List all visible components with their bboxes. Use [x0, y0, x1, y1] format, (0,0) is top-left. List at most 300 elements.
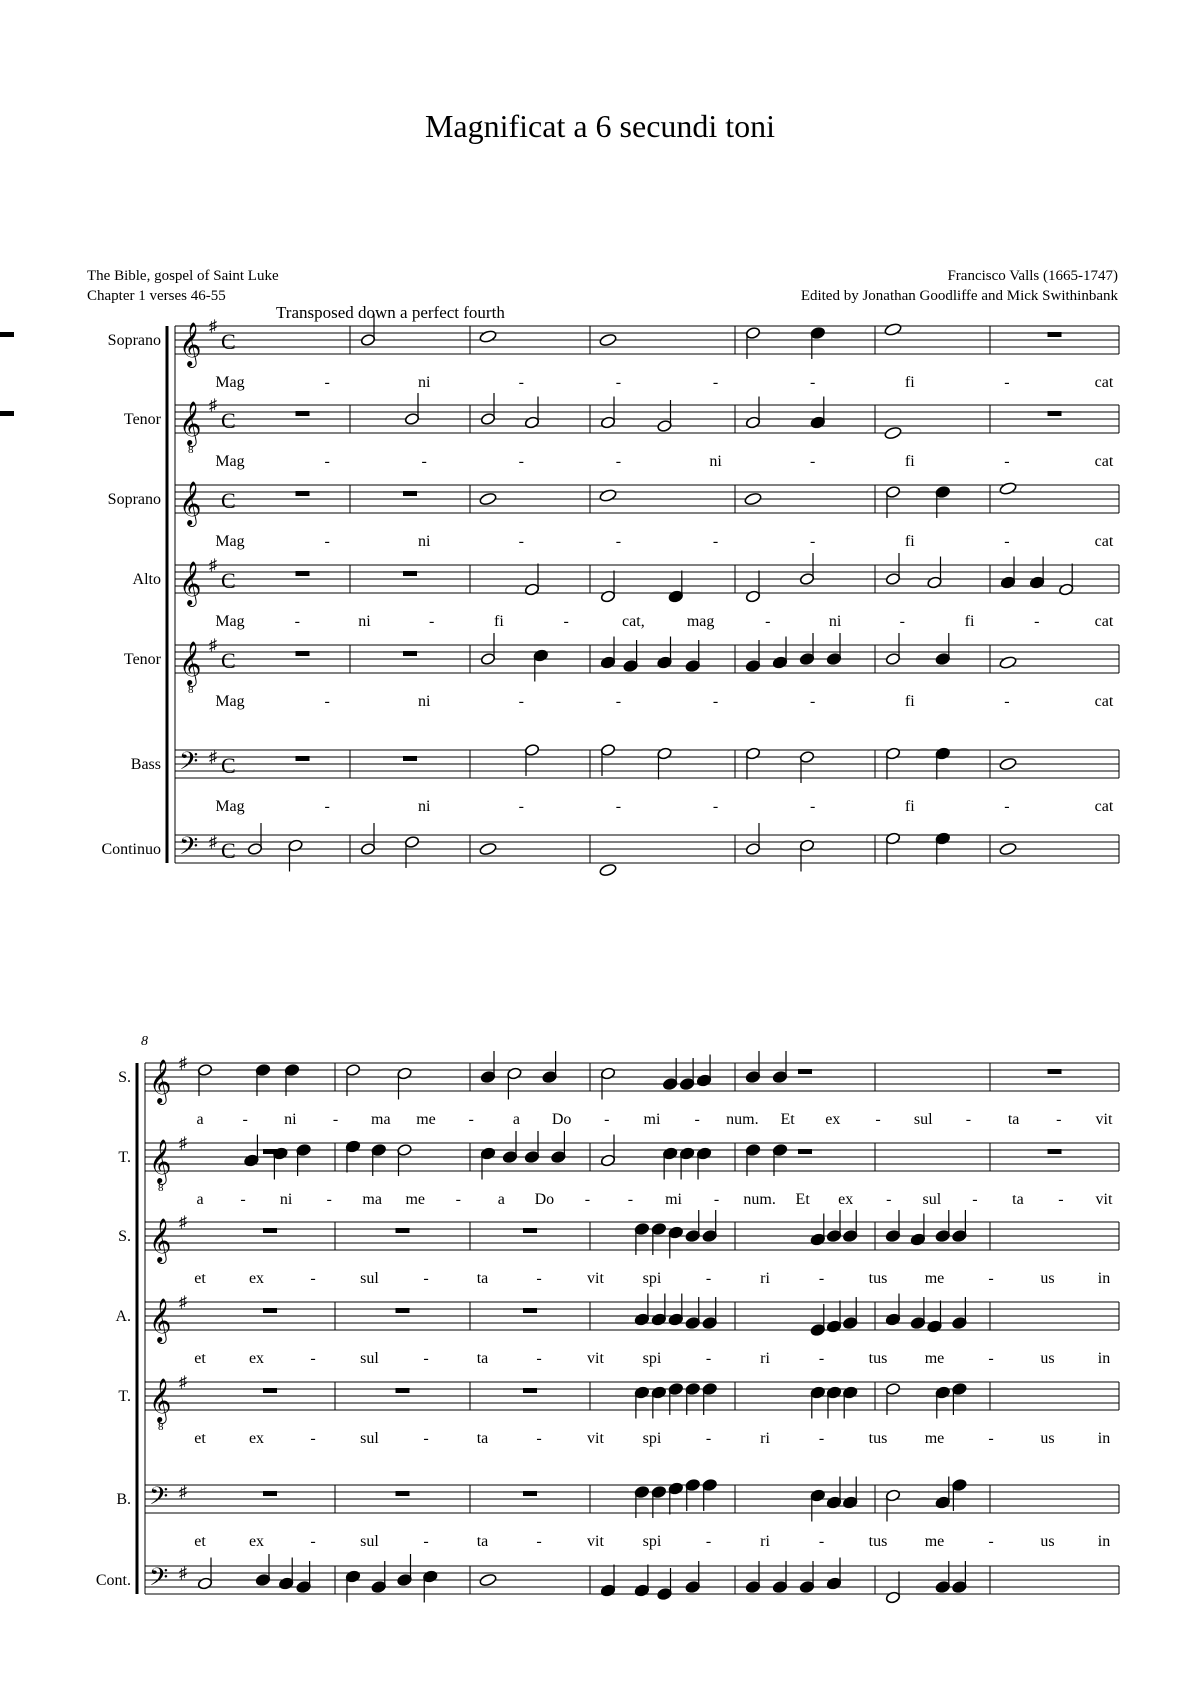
system-2-staff-4-lyric: -	[310, 1350, 316, 1367]
system-1-staff-5-notehead	[685, 659, 700, 672]
system-2-staff-6-notehead	[810, 1489, 825, 1502]
system-1-staff-4-notehead	[600, 590, 615, 603]
system-1-staff-2-lyric: Mag	[215, 453, 245, 470]
system-2-staff-4-lyric: in	[1097, 1350, 1111, 1367]
system-1-staff-4-lyric: -	[563, 613, 569, 630]
system-1-staff-5-lyric: -	[1004, 693, 1010, 710]
system-1-staff-1-lyric: -	[324, 374, 330, 391]
system-2-staff-6-notehead	[651, 1485, 666, 1498]
system-1-staff-4-lyric: Mag	[215, 613, 245, 630]
system-2-staff-2-notehead	[345, 1140, 360, 1153]
system-1-staff-4-notehead	[745, 590, 760, 603]
system-2-staff-3-lyric: et	[194, 1270, 206, 1287]
system-2-staff-7-notehead	[634, 1584, 649, 1597]
system-2-staff-5-lyric: in	[1097, 1430, 1111, 1447]
system-2-staff-5-octave-mark: 8	[158, 1421, 164, 1433]
system-2-staff-3-notehead	[826, 1229, 841, 1242]
system-2-staff-6-lyric: -	[705, 1533, 712, 1550]
system-2-staff-6-lyric: in	[1097, 1533, 1111, 1550]
system-2-staff-7-notehead	[772, 1580, 787, 1593]
system-2-staff-2-notehead	[397, 1143, 412, 1156]
system-1-staff-2-notehead	[745, 416, 760, 429]
system-1-staff-5-notehead	[600, 656, 615, 669]
system-1-staff-1-lyric: cat	[1094, 374, 1114, 391]
system-1-staff-3-notehead	[935, 485, 950, 498]
system-1-staff-7-notehead	[799, 839, 814, 852]
system-2-staff-5-lyric: -	[705, 1430, 712, 1447]
system-1-staff-3-lyric: cat	[1094, 533, 1114, 550]
system-1-staff-1-treble-clef-icon: 𝄞	[179, 324, 202, 366]
system-2-staff-2-notehead	[745, 1143, 760, 1156]
system-2-staff-7-key-sharp-icon: ♯	[179, 1565, 187, 1582]
system-2-staff-7-notehead	[197, 1577, 212, 1590]
system-2-staff-2-notehead	[502, 1150, 517, 1163]
system-2-staff-7-notehead	[371, 1580, 386, 1593]
system-2-staff-6-rest	[523, 1491, 537, 1496]
system-1-staff-2-lyric: -	[1004, 453, 1010, 470]
system-2-staff-5-lyric: -	[988, 1430, 994, 1447]
system-2-staff-5-notehead	[685, 1382, 700, 1395]
system-1-staff-3-rest	[296, 491, 310, 496]
system-2-staff-1-notehead	[772, 1070, 787, 1083]
system-1-staff-6-notehead	[524, 743, 539, 756]
system-1-staff-5-lyric: fi	[904, 693, 915, 710]
system-2-staff-1-lyric: me	[416, 1111, 436, 1128]
system-2-staff-1-notehead	[745, 1070, 760, 1083]
system-2-staff-5-notehead	[668, 1382, 683, 1395]
system-1-staff-5-notehead	[657, 656, 672, 669]
system-1-staff-3-notehead	[999, 481, 1017, 495]
composer-line-1: Francisco Valls (1665-1747)	[947, 268, 1118, 284]
system-2-staff-2-notehead	[551, 1150, 566, 1163]
system-2-staff-7-notehead	[279, 1577, 294, 1590]
system-2-staff-6-lyric: et	[194, 1533, 206, 1550]
system-2-staff-4-notehead	[843, 1316, 858, 1329]
system-2-staff-7-notehead	[296, 1580, 311, 1593]
system-1-staff-2-notehead	[404, 412, 419, 425]
system-1-staff-5-notehead	[935, 652, 950, 665]
system-2-staff-2-lyric: Et	[795, 1191, 810, 1208]
system-2-staff-6-rest	[396, 1491, 410, 1496]
system-2-staff-1-notehead	[397, 1067, 412, 1080]
performance-note: Transposed down a perfect fourth	[276, 303, 505, 322]
system-2-staff-4-notehead	[651, 1313, 666, 1326]
system-2-staff-4-notehead	[927, 1320, 942, 1333]
system-1-staff-3-lyric: -	[518, 533, 524, 550]
system-2-staff-5-lyric: us	[1040, 1430, 1055, 1447]
system-2-staff-2-lyric: -	[972, 1191, 978, 1208]
system-1-staff-3-lyric: -	[810, 533, 816, 550]
system-2-staff-6-lyric: vit	[587, 1533, 604, 1550]
system-2-staff-4-notehead	[826, 1320, 841, 1333]
system-2-staff-7-notehead	[935, 1580, 950, 1593]
system-2-staff-1-lyric: num.	[726, 1111, 759, 1128]
system-2-staff-3-notehead	[702, 1229, 717, 1242]
system-1-staff-3-label: Soprano	[107, 491, 161, 508]
system-1-staff-1-rest	[1048, 332, 1062, 337]
system-1-staff-6-label: Bass	[130, 756, 161, 773]
system-2-staff-3-notehead	[651, 1222, 666, 1235]
system-1-staff-5-notehead	[999, 655, 1017, 669]
system-2-staff-4-rest	[263, 1308, 277, 1313]
system-1-staff-5-lyric: ni	[417, 693, 431, 710]
system-1-staff-2-lyric: -	[421, 453, 427, 470]
system-1-staff-3-notehead	[885, 485, 900, 498]
system-2-staff-1-rest	[798, 1069, 812, 1074]
system-2-staff-4-notehead	[952, 1316, 967, 1329]
system-1-staff-2-treble-clef-icon: 𝄞	[179, 403, 202, 445]
system-2-staff-7-notehead	[255, 1573, 270, 1586]
system-1-staff-4-lyric: fi	[494, 613, 504, 630]
system-2-staff-3-notehead	[810, 1233, 825, 1246]
system-1-staff-7-notehead	[935, 832, 950, 845]
system-1-staff-2-notehead	[524, 416, 539, 429]
system-1-staff-4-lyric: ni	[828, 613, 842, 630]
system-1-staff-7-time-signature: C	[221, 838, 236, 863]
system-1-staff-5-notehead	[623, 659, 638, 672]
system-2-staff-4-notehead	[702, 1316, 717, 1329]
system-2-staff-7-notehead	[479, 1573, 497, 1587]
system-1-staff-4-notehead	[524, 583, 539, 596]
system-2-staff-4-label: A.	[115, 1308, 131, 1325]
system-2-staff-1-lyric: Do	[551, 1111, 572, 1128]
system-1-staff-3-notehead	[479, 492, 497, 506]
system-2-staff-5-lyric: ex	[248, 1430, 265, 1447]
system-2-staff-6-key-sharp-icon: ♯	[179, 1484, 187, 1501]
system-2-staff-4-lyric: sul	[360, 1350, 379, 1367]
system-1-staff-4-lyric: -	[899, 613, 905, 630]
system-1-staff-1-lyric: -	[712, 374, 719, 391]
system-2-staff-3-lyric: spi	[642, 1270, 662, 1287]
system-2-staff-2-lyric: ni	[279, 1191, 293, 1208]
system-2-staff-2-notehead	[480, 1147, 495, 1160]
system-2-staff-1-notehead	[542, 1070, 557, 1083]
system-1-staff-1-lyric: -	[615, 374, 622, 391]
system-2-staff-1-lyric: -	[875, 1111, 881, 1128]
system-2-staff-5-lyric: sul	[360, 1430, 379, 1447]
system-1-staff-4-notehead	[927, 576, 942, 589]
system-2-staff-4-lyric: tus	[868, 1350, 888, 1367]
system-1-staff-4-lyric: ni	[358, 613, 371, 630]
system-1-staff-1-lyric: fi	[904, 374, 915, 391]
system-2-measure-number: 8	[141, 1034, 148, 1049]
system-2-staff-3-lyric: tus	[868, 1270, 888, 1287]
system-1-staff-7-notehead	[247, 842, 262, 855]
system-1-staff-6-notehead	[885, 747, 900, 760]
system-2-staff-3-notehead	[843, 1229, 858, 1242]
system-2-staff-1-notehead	[696, 1074, 711, 1087]
system-2-staff-6-lyric: -	[536, 1533, 542, 1550]
system-1-staff-2-key-sharp-icon: ♯	[209, 397, 217, 414]
system-2-staff-2-lyric: vit	[1095, 1191, 1113, 1208]
system-2-staff-3-lyric: vit	[587, 1270, 604, 1287]
system-1-staff-6-lyric: -	[1004, 798, 1010, 815]
system-2-staff-6-lyric: -	[988, 1533, 994, 1550]
system-1-staff-5-notehead	[826, 652, 841, 665]
system-2-staff-3-notehead	[885, 1229, 900, 1242]
system-1-staff-6-lyric: Mag	[215, 798, 245, 815]
system-2-staff-2-lyric: -	[886, 1191, 892, 1208]
system-2-staff-3-notehead	[634, 1222, 649, 1235]
system-2-staff-4-lyric: me	[924, 1350, 945, 1367]
system-1-staff-1-lyric: -	[518, 374, 524, 391]
system-2-staff-2-notehead	[679, 1147, 694, 1160]
system-2-staff-5-notehead	[885, 1382, 900, 1395]
system-2-staff-6-lyric: -	[423, 1533, 429, 1550]
system-1-staff-6-lyric: cat	[1094, 798, 1114, 815]
system-1-staff-2-rest	[0, 411, 14, 416]
system-2-staff-1-lyric: ex	[825, 1111, 841, 1128]
system-1-staff-4-notehead	[1059, 583, 1074, 596]
system-2-staff-6-lyric: me	[924, 1533, 945, 1550]
system-2-staff-7-bass-clef-icon: 𝄢	[149, 1564, 169, 1597]
system-1-staff-1-time-signature: C	[221, 329, 236, 354]
system-2-staff-4-treble-clef-icon: 𝄞	[149, 1300, 172, 1342]
system-2-staff-4-lyric: -	[536, 1350, 542, 1367]
system-2-staff-3-lyric: -	[988, 1270, 994, 1287]
system-1-staff-2-notehead	[480, 412, 495, 425]
system-2-staff-6-notehead	[952, 1478, 967, 1491]
system-1-staff-7-notehead	[885, 832, 900, 845]
system-1-staff-1-key-sharp-icon: ♯	[209, 318, 217, 335]
system-2-staff-7-notehead	[952, 1580, 967, 1593]
system-1-staff-1-notehead	[810, 326, 825, 339]
system-2-staff-6-label: B.	[116, 1491, 131, 1508]
system-2-staff-2-lyric: ex	[838, 1191, 854, 1208]
system-1-staff-6-lyric: -	[615, 798, 622, 815]
system-2-staff-6-notehead	[685, 1478, 700, 1491]
system-1-staff-4-rest	[403, 571, 417, 576]
system-2-staff-7-notehead	[685, 1580, 700, 1593]
system-2-staff-6-notehead	[935, 1496, 950, 1509]
system-1-staff-2-lyric: ni	[709, 453, 722, 470]
system-2-staff-5-notehead	[810, 1386, 825, 1399]
system-2-staff-4-lyric: spi	[642, 1350, 662, 1367]
system-2-staff-1-notehead	[507, 1067, 522, 1080]
system-2-staff-5-lyric: me	[924, 1430, 945, 1447]
system-1-staff-2-octave-mark: 8	[188, 444, 194, 456]
system-1-staff-6-rest	[296, 756, 310, 761]
system-1-staff-2-notehead	[657, 419, 672, 432]
system-1-staff-4-notehead	[1000, 576, 1015, 589]
system-2-staff-4-lyric: ri	[760, 1350, 770, 1367]
system-2-staff-1-lyric: -	[242, 1111, 248, 1128]
system-2-staff-5-notehead	[702, 1382, 717, 1395]
system-2-staff-5-lyric: ri	[760, 1430, 770, 1447]
system-2-staff-1-notehead	[679, 1077, 694, 1090]
system-1-staff-5-lyric: -	[810, 693, 816, 710]
piece-title: Magnificat a 6 secundi toni	[424, 108, 776, 144]
system-1-staff-4-lyric: cat,	[622, 613, 645, 630]
system-1-staff-6-notehead	[600, 743, 615, 756]
system-1-staff-5-treble-clef-icon: 𝄞	[179, 643, 202, 685]
system-2-staff-2-rest	[1048, 1149, 1062, 1154]
system-1-staff-6-time-signature: C	[221, 753, 236, 778]
system-2-staff-2-lyric: -	[584, 1191, 591, 1208]
system-2-staff-7-notehead	[885, 1591, 900, 1604]
system-1-staff-5-lyric: Mag	[215, 693, 245, 710]
system-2-staff-6-lyric: tus	[868, 1533, 888, 1550]
system-2-staff-4-notehead	[910, 1316, 925, 1329]
system-2-staff-1-key-sharp-icon: ♯	[179, 1055, 187, 1072]
system-1-staff-3-time-signature: C	[221, 488, 236, 513]
system-2-staff-3-lyric: in	[1097, 1270, 1111, 1287]
system-1-staff-7-label: Continuo	[101, 841, 161, 858]
system-2-staff-1-lyric: -	[604, 1111, 610, 1128]
system-2-staff-6-lyric: spi	[642, 1533, 662, 1550]
system-2-staff-2-lyric: -	[455, 1191, 461, 1208]
system-1-staff-2-lyric: -	[615, 453, 622, 470]
system-2-staff-5-notehead	[634, 1386, 649, 1399]
system-2-staff-1-notehead	[662, 1077, 677, 1090]
system-1-staff-4-time-signature: C	[221, 568, 236, 593]
system-1-staff-7-notehead	[479, 842, 497, 856]
system-2-staff-4-notehead	[885, 1313, 900, 1326]
system-2-staff-3-lyric: -	[536, 1270, 542, 1287]
system-1-staff-5-lyric: cat	[1094, 693, 1114, 710]
system-2-staff-1-lyric: -	[332, 1111, 339, 1128]
system-2-staff-4-lyric: us	[1040, 1350, 1055, 1367]
composer-line-2: Edited by Jonathan Goodliffe and Mick Swithinbank	[800, 288, 1118, 304]
system-2-staff-2-octave-mark: 8	[158, 1182, 164, 1194]
system-2-staff-1-lyric: Et	[780, 1111, 795, 1128]
system-2-staff-6-lyric: ri	[760, 1533, 770, 1550]
system-1-staff-5-lyric: -	[324, 693, 330, 710]
system-1-staff-2-lyric: -	[810, 453, 816, 470]
system-2-staff-3-lyric: ri	[760, 1270, 770, 1287]
system-2-staff-6-lyric: -	[310, 1533, 316, 1550]
system-1-staff-1-notehead	[479, 329, 497, 343]
system-2-staff-4-notehead	[810, 1323, 825, 1336]
system-1-staff-6-lyric: ni	[417, 798, 431, 815]
system-1-staff-2-label: Tenor	[123, 411, 161, 428]
system-2-staff-2-notehead	[772, 1143, 787, 1156]
system-1-staff-7-notehead	[999, 842, 1017, 856]
system-2-staff-5-key-sharp-icon: ♯	[179, 1374, 187, 1391]
system-2-staff-6-lyric: us	[1040, 1533, 1055, 1550]
system-2-staff-6-lyric: ex	[248, 1533, 265, 1550]
system-1-staff-3-lyric: -	[324, 533, 330, 550]
system-2-staff-4-rest	[523, 1308, 537, 1313]
system-1-staff-2-lyric: -	[324, 453, 330, 470]
system-2-staff-7-notehead	[345, 1570, 360, 1583]
system-1-staff-1-label: Soprano	[107, 332, 161, 349]
system-1-staff-1-notehead	[884, 322, 902, 336]
system-2-staff-5-lyric: vit	[587, 1430, 604, 1447]
system-2-staff-3-rest	[263, 1228, 277, 1233]
system-1-staff-3-lyric: fi	[904, 533, 915, 550]
system-2-staff-6-bass-clef-icon: 𝄢	[149, 1483, 169, 1516]
system-1-staff-1-notehead	[599, 333, 617, 347]
system-1-staff-6-rest	[403, 756, 417, 761]
system-1-staff-4-lyric: -	[429, 613, 435, 630]
system-2-staff-2-rest	[798, 1149, 812, 1154]
system-2-staff-4-lyric: ta	[476, 1350, 489, 1367]
system-1-staff-6-key-sharp-icon: ♯	[209, 749, 217, 766]
system-1-staff-4-lyric: -	[294, 613, 300, 630]
system-2-staff-2-notehead	[662, 1147, 677, 1160]
text-source-line-2: Chapter 1 verses 46-55	[87, 288, 226, 304]
system-1-staff-1-lyric: ni	[417, 374, 431, 391]
system-2-staff-1-lyric: -	[694, 1111, 700, 1128]
system-1-staff-1-lyric: -	[810, 374, 816, 391]
system-2-staff-6-lyric: sul	[360, 1533, 379, 1550]
system-2-staff-2-lyric: ma	[362, 1191, 382, 1208]
system-1-staff-3-rest	[403, 491, 417, 496]
system-2-staff-1-lyric: mi	[643, 1111, 661, 1128]
system-1-staff-4-notehead	[799, 572, 814, 585]
system-1-staff-3-lyric: -	[615, 533, 622, 550]
system-2-staff-3-lyric: ta	[476, 1270, 489, 1287]
system-1-staff-4-rest	[296, 571, 310, 576]
system-2-staff-3-lyric: -	[310, 1270, 316, 1287]
system-2-staff-4-lyric: -	[705, 1350, 712, 1367]
system-1-staff-7-notehead	[599, 863, 617, 877]
system-2-staff-7-notehead	[799, 1580, 814, 1593]
system-2-staff-7-notehead	[600, 1584, 615, 1597]
system-2-staff-5-lyric: tus	[868, 1430, 888, 1447]
system-2-staff-5-notehead	[843, 1386, 858, 1399]
system-2-staff-2-lyric: ta	[1012, 1191, 1024, 1208]
system-2-staff-1-lyric: ni	[284, 1111, 297, 1128]
system-1-staff-4-key-sharp-icon: ♯	[209, 557, 217, 574]
system-1-staff-4-label: Alto	[132, 571, 161, 588]
system-1-staff-2-rest	[1048, 411, 1062, 416]
system-2-staff-2-lyric: -	[713, 1191, 720, 1208]
system-2-staff-2-lyric: sul	[922, 1191, 942, 1208]
system-2-staff-2-lyric: -	[627, 1191, 634, 1208]
system-1-staff-6-notehead	[657, 747, 672, 760]
system-2-staff-3-lyric: sul	[360, 1270, 379, 1287]
system-1-staff-4-notehead	[885, 572, 900, 585]
system-2-staff-4-lyric: vit	[587, 1350, 604, 1367]
system-1-staff-1-lyric: -	[1004, 374, 1010, 391]
system-1-staff-7-notehead	[288, 839, 303, 852]
system-2-staff-2-lyric: -	[326, 1191, 332, 1208]
system-1-staff-7-notehead	[360, 842, 375, 855]
system-2-staff-5-notehead	[935, 1386, 950, 1399]
system-2-staff-5-rest	[523, 1388, 537, 1393]
system-1-staff-4-lyric: mag	[686, 613, 715, 630]
system-2-staff-2-lyric: Do	[534, 1191, 555, 1208]
system-2-staff-5-treble-clef-icon: 𝄞	[149, 1380, 172, 1422]
system-2-staff-2-lyric: mi	[665, 1191, 682, 1208]
system-2-staff-1-notehead	[480, 1070, 495, 1083]
system-2-staff-7-label: Cont.	[95, 1572, 131, 1589]
system-2-staff-3-notehead	[668, 1226, 683, 1239]
system-1-staff-2-rest	[296, 411, 310, 416]
system-2-staff-5-lyric: ta	[476, 1430, 489, 1447]
system-2-staff-3-label: S.	[118, 1228, 131, 1245]
system-1-staff-5-lyric: -	[712, 693, 719, 710]
system-1-staff-5-rest	[296, 651, 310, 656]
system-2-staff-6-lyric: ta	[476, 1533, 489, 1550]
system-2-staff-3-notehead	[910, 1233, 925, 1246]
system-2-staff-1-lyric: -	[965, 1111, 972, 1128]
system-2-staff-5-lyric: -	[310, 1430, 316, 1447]
system-2-staff-3-lyric: me	[924, 1270, 945, 1287]
system-2-staff-3-lyric: -	[423, 1270, 429, 1287]
system-2-staff-1-notehead	[197, 1063, 212, 1076]
system-1-staff-5-notehead	[772, 656, 787, 669]
system-2-staff-2-lyric: me	[405, 1191, 426, 1208]
system-1-staff-3-lyric: Mag	[215, 533, 245, 550]
text-source-line-1: The Bible, gospel of Saint Luke	[87, 268, 279, 284]
system-2-staff-7-notehead	[745, 1580, 760, 1593]
system-1-staff-2-notehead	[810, 416, 825, 429]
system-1-staff-6-lyric: -	[810, 798, 816, 815]
system-1-staff-7-notehead	[404, 835, 419, 848]
